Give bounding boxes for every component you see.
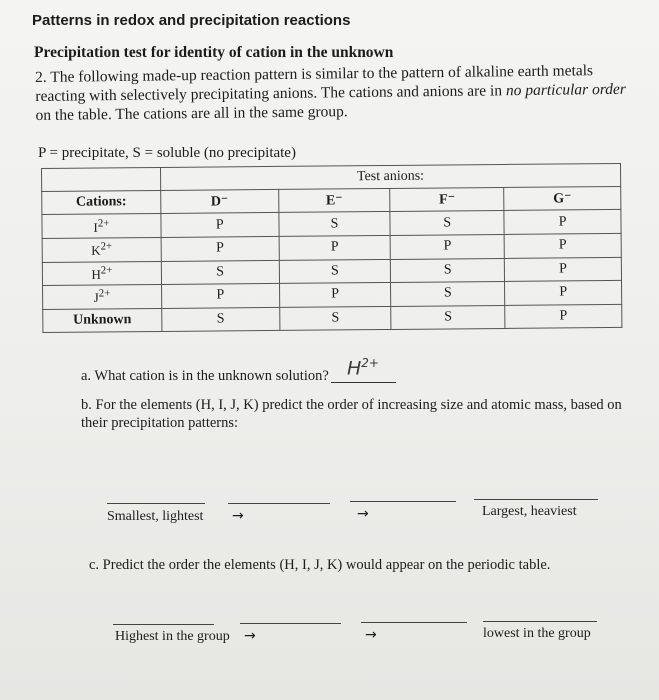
reaction-table [41, 163, 622, 333]
result-cell: S [391, 258, 505, 283]
result-cell: P [279, 235, 391, 260]
question-2-text [35, 61, 634, 125]
anion-header: F⁻ [390, 188, 504, 212]
anion-header: D⁻ [161, 190, 279, 214]
arrow-right-icon: → [232, 508, 244, 524]
test-anions-label: Test anions: [160, 163, 620, 190]
charge-superscript: 2+ [98, 287, 111, 300]
part-c-blank-2[interactable] [240, 623, 341, 624]
arrow-right-icon: → [244, 628, 256, 644]
cation-cell: $H^{2+}$ [42, 261, 161, 286]
legend-key: P = precipitate, S = soluble (no precipitate) [38, 145, 296, 161]
anion-header: G⁻ [504, 187, 621, 211]
arrow-right-icon: → [357, 506, 369, 522]
cation-cell: $J^{2+}$ [43, 285, 162, 310]
question-2-text-post: on the table. The cations are all in the same group. [35, 103, 348, 124]
part-b-end-label: Largest, heaviest [482, 504, 577, 519]
result-cell: S [279, 259, 391, 284]
part-a-handwritten-answer: $H^{2+}$ [347, 356, 379, 380]
part-b-start-label: Smallest, lightest [107, 509, 204, 524]
result-cell: P [504, 210, 621, 235]
result-cell: S [391, 282, 505, 307]
result-cell: P [161, 284, 279, 309]
table-corner-cell [42, 167, 161, 191]
result-cell: S [279, 306, 391, 330]
part-b-blank-1[interactable] [107, 503, 205, 504]
result-cell: S [391, 305, 505, 329]
part-b-blank-3[interactable] [350, 501, 456, 502]
cation-cell: Unknown [43, 308, 162, 332]
table-row [43, 304, 622, 332]
part-c-start-label: Highest in the group [115, 629, 230, 644]
result-cell: P [391, 234, 505, 259]
result-cell: P [279, 283, 391, 308]
page-title: Patterns in redox and precipitation reactions [32, 12, 351, 29]
part-c-blank-3[interactable] [361, 622, 467, 623]
result-cell: S [162, 307, 280, 331]
result-cell: S [390, 211, 504, 236]
section-subtitle: Precipitation test for identity of cation in the unknown [34, 44, 394, 61]
question-2-emphasis: no particular order [505, 80, 626, 100]
charge-superscript: 2+ [97, 216, 110, 230]
part-a-question: a. What cation is in the unknown solution? [81, 368, 329, 384]
part-c-question: c. Predict the order the elements (H, I, J, K) would appear on the periodic table. [89, 557, 551, 573]
result-cell: P [505, 281, 622, 306]
charge-superscript: 2+ [361, 356, 379, 370]
part-b-blank-4[interactable] [474, 499, 598, 500]
part-b-question: b. For the elements (H, I, J, K) predict the order of increasing size and atomic mass, based on their precipitation patterns: [81, 397, 622, 431]
part-a-answer-line[interactable] [331, 382, 396, 383]
result-cell: P [161, 213, 279, 238]
result-cell: P [504, 233, 621, 258]
part-b-blank-2[interactable] [228, 503, 330, 504]
cation-cell: $K^{2+}$ [42, 237, 161, 262]
part-c-blank-1[interactable] [113, 624, 214, 625]
charge-superscript: 2+ [100, 240, 113, 253]
result-cell: S [161, 260, 279, 285]
result-cell: P [505, 304, 622, 328]
part-c-blank-4[interactable] [483, 621, 597, 622]
cation-cell: $I^{2+}$ [42, 214, 161, 239]
question-2-text-pre: 2. The following made-up reaction pattern is similar to the pattern of alkaline earth metals reacting with selectively precipitating anions. The cations and anions are in [35, 62, 594, 105]
part-c-end-label: lowest in the group [483, 626, 591, 641]
result-cell: P [504, 257, 621, 282]
charge-superscript: 2+ [100, 264, 113, 277]
arrow-right-icon: → [365, 627, 377, 643]
result-cell: S [279, 212, 391, 237]
cations-header: Cations: [42, 191, 161, 215]
result-cell: P [161, 236, 279, 261]
anion-header: E⁻ [278, 189, 390, 213]
